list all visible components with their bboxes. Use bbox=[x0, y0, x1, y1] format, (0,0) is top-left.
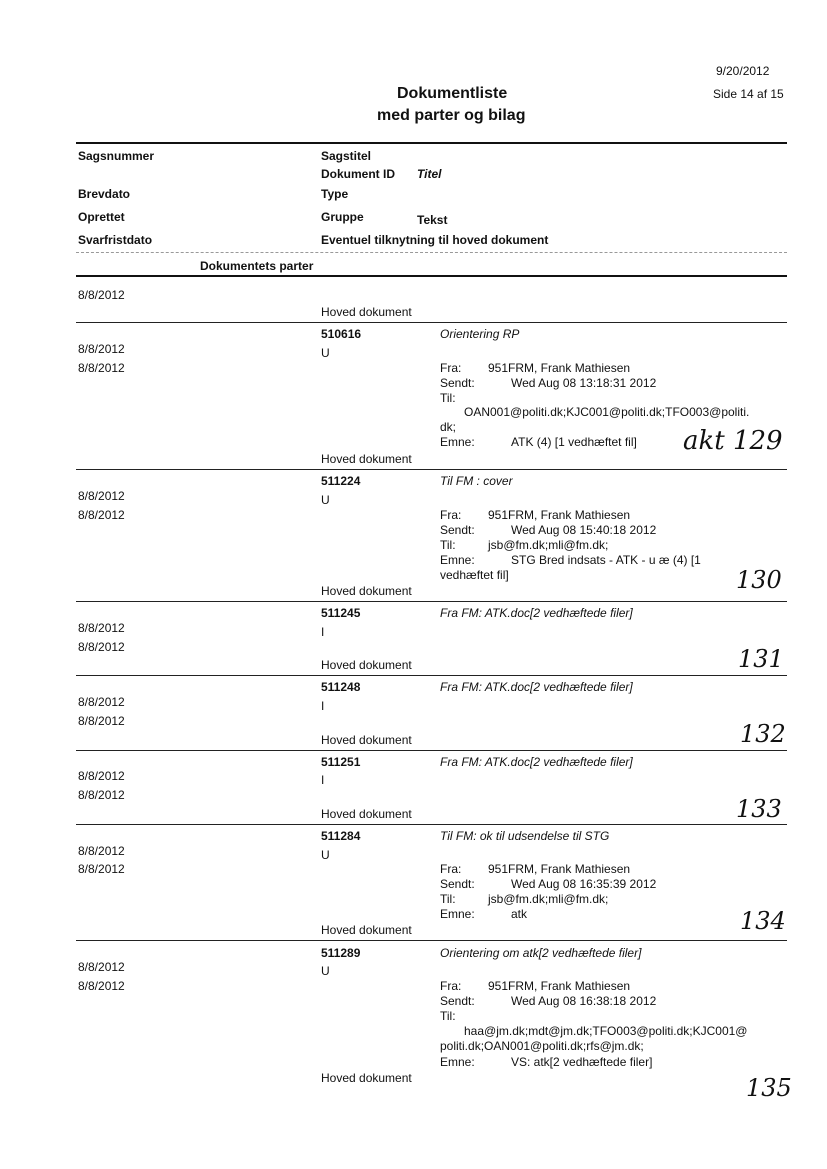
document-type: U bbox=[321, 493, 330, 507]
sendt-label: Sendt: bbox=[440, 523, 475, 537]
entry-divider bbox=[76, 940, 787, 941]
entry-divider bbox=[76, 675, 787, 676]
fra-value: 951FRM, Frank Mathiesen bbox=[488, 361, 631, 375]
til-label: Til: bbox=[440, 1009, 456, 1023]
fra-label: Fra: bbox=[440, 979, 462, 993]
legend-titel: Titel bbox=[417, 167, 442, 181]
oprettet: 8/8/2012 bbox=[78, 640, 125, 654]
document-type: U bbox=[321, 964, 330, 978]
legend-oprettet: Oprettet bbox=[78, 210, 125, 224]
sendt-label: Sendt: bbox=[440, 994, 475, 1008]
til-label: Til: bbox=[440, 391, 456, 405]
til-label: Til: bbox=[440, 538, 456, 552]
document-id: 511289 bbox=[321, 946, 361, 960]
legend-sagstitel: Sagstitel bbox=[321, 149, 372, 163]
page-title: Dokumentliste bbox=[397, 85, 508, 102]
document-type: U bbox=[321, 848, 330, 862]
emne-value: VS: atk[2 vedhæftede filer] bbox=[511, 1055, 653, 1069]
document-id: 511224 bbox=[321, 474, 361, 488]
document-title: Fra FM: ATK.doc[2 vedhæftede filer] bbox=[440, 755, 633, 769]
brevdato: 8/8/2012 bbox=[78, 960, 125, 974]
entry-divider bbox=[76, 824, 787, 825]
document-type: I bbox=[321, 625, 325, 639]
continuation-date: 8/8/2012 bbox=[78, 288, 125, 302]
document-type: I bbox=[321, 773, 325, 787]
oprettet: 8/8/2012 bbox=[78, 508, 125, 522]
handwritten-note: 132 bbox=[740, 720, 786, 748]
handwritten-note: 133 bbox=[736, 795, 782, 823]
brevdato: 8/8/2012 bbox=[78, 695, 125, 709]
emne-label: Emne: bbox=[440, 907, 475, 921]
hoved-dokument: Hoved dokument bbox=[321, 733, 412, 747]
fra-value: 951FRM, Frank Mathiesen bbox=[488, 508, 631, 522]
legend-sagsnummer: Sagsnummer bbox=[78, 149, 155, 163]
legend-eventuel: Eventuel tilknytning til hoved dokument bbox=[321, 233, 549, 247]
oprettet: 8/8/2012 bbox=[78, 361, 125, 375]
sendt-value: Wed Aug 08 16:35:39 2012 bbox=[511, 877, 657, 891]
print-date: 9/20/2012 bbox=[716, 64, 770, 78]
emne-value: atk bbox=[511, 907, 528, 921]
brevdato: 8/8/2012 bbox=[78, 621, 125, 635]
handwritten-note: 134 bbox=[740, 907, 786, 935]
document-title: Fra FM: ATK.doc[2 vedhæftede filer] bbox=[440, 606, 633, 620]
fra-value: 951FRM, Frank Mathiesen bbox=[488, 979, 631, 993]
fra-label: Fra: bbox=[440, 361, 462, 375]
entry-divider bbox=[76, 750, 787, 751]
handwritten-note: 135 bbox=[746, 1074, 792, 1102]
hoved-dokument: Hoved dokument bbox=[321, 584, 412, 598]
continuation-hoved: Hoved dokument bbox=[321, 305, 412, 319]
emne-label: Emne: bbox=[440, 553, 475, 567]
document-id: 510616 bbox=[321, 327, 362, 341]
brevdato: 8/8/2012 bbox=[78, 844, 125, 858]
emne-label: Emne: bbox=[440, 1055, 475, 1069]
legend-divider bbox=[76, 252, 787, 253]
fra-label: Fra: bbox=[440, 508, 462, 522]
document-type: U bbox=[321, 346, 330, 360]
legend-type: Type bbox=[321, 187, 349, 201]
til-value: haa@jm.dk;mdt@jm.dk;TFO003@politi.dk;KJC001@ bbox=[464, 1024, 748, 1038]
document-title: Til FM : cover bbox=[440, 474, 513, 488]
handwritten-note: 131 bbox=[738, 645, 784, 673]
hoved-dokument: Hoved dokument bbox=[321, 807, 412, 821]
document-id: 511245 bbox=[321, 606, 361, 620]
document-id: 511251 bbox=[321, 755, 361, 769]
document-title: Fra FM: ATK.doc[2 vedhæftede filer] bbox=[440, 680, 633, 694]
handwritten-note: akt 129 bbox=[683, 426, 783, 456]
sendt-value: Wed Aug 08 15:40:18 2012 bbox=[511, 523, 657, 537]
hoved-dokument: Hoved dokument bbox=[321, 1071, 412, 1085]
hoved-dokument: Hoved dokument bbox=[321, 923, 412, 937]
legend-rule bbox=[76, 275, 787, 277]
document-title: Orientering RP bbox=[440, 327, 520, 341]
hoved-dokument: Hoved dokument bbox=[321, 452, 412, 466]
document-id: 511248 bbox=[321, 680, 361, 694]
sendt-value: Wed Aug 08 16:38:18 2012 bbox=[511, 994, 657, 1008]
legend-tekst: Tekst bbox=[417, 213, 448, 227]
entry-divider bbox=[76, 322, 787, 323]
legend-dokument-id: Dokument ID bbox=[321, 167, 396, 181]
page-number: Side 14 af 15 bbox=[713, 87, 784, 101]
til-value-cont: dk; bbox=[440, 420, 457, 434]
oprettet: 8/8/2012 bbox=[78, 862, 125, 876]
fra-label: Fra: bbox=[440, 862, 462, 876]
entry-divider bbox=[76, 469, 787, 470]
til-label: Til: bbox=[440, 892, 456, 906]
hoved-dokument: Hoved dokument bbox=[321, 658, 412, 672]
legend-gruppe: Gruppe bbox=[321, 210, 364, 224]
brevdato: 8/8/2012 bbox=[78, 342, 125, 356]
entry-divider bbox=[76, 601, 787, 602]
oprettet: 8/8/2012 bbox=[78, 979, 125, 993]
document-type: I bbox=[321, 699, 325, 713]
emne-value: ATK (4) [1 vedhæftet fil] bbox=[511, 435, 637, 449]
sendt-label: Sendt: bbox=[440, 376, 475, 390]
page-subtitle: med parter og bilag bbox=[377, 107, 526, 124]
emne-value-cont: vedhæftet fil] bbox=[440, 568, 509, 582]
til-value: jsb@fm.dk;mli@fm.dk; bbox=[488, 538, 609, 552]
fra-value: 951FRM, Frank Mathiesen bbox=[488, 862, 631, 876]
legend-dokumentets-parter: Dokumentets parter bbox=[200, 259, 314, 273]
document-title: Til FM: ok til udsendelse til STG bbox=[440, 829, 610, 843]
oprettet: 8/8/2012 bbox=[78, 788, 125, 802]
til-value: OAN001@politi.dk;KJC001@politi.dk;TFO003@politi. bbox=[464, 405, 750, 419]
document-id: 511284 bbox=[321, 829, 361, 843]
emne-label: Emne: bbox=[440, 435, 475, 449]
document-title: Orientering om atk[2 vedhæftede filer] bbox=[440, 946, 642, 960]
sendt-value: Wed Aug 08 13:18:31 2012 bbox=[511, 376, 657, 390]
legend-svarfristdato: Svarfristdato bbox=[78, 233, 153, 247]
brevdato: 8/8/2012 bbox=[78, 769, 125, 783]
handwritten-note: 130 bbox=[736, 566, 782, 594]
header-rule bbox=[76, 142, 787, 144]
til-value-cont: politi.dk;OAN001@politi.dk;rfs@jm.dk; bbox=[440, 1039, 644, 1053]
til-value: jsb@fm.dk;mli@fm.dk; bbox=[488, 892, 609, 906]
sendt-label: Sendt: bbox=[440, 877, 475, 891]
emne-value: STG Bred indsats - ATK - u æ (4) [1 bbox=[511, 553, 701, 567]
oprettet: 8/8/2012 bbox=[78, 714, 125, 728]
brevdato: 8/8/2012 bbox=[78, 489, 125, 503]
legend-brevdato: Brevdato bbox=[78, 187, 131, 201]
